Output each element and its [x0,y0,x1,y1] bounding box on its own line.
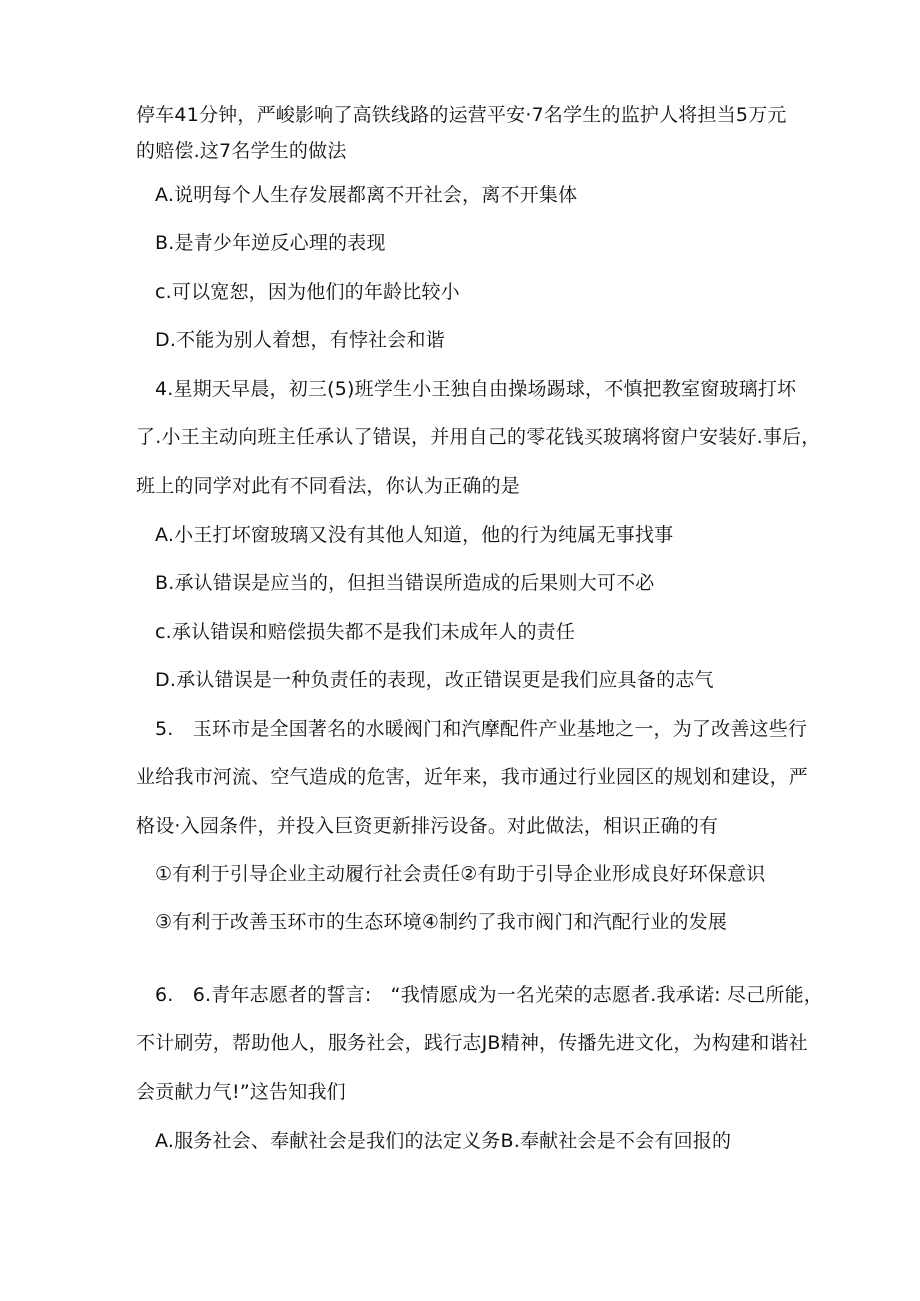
q6-stem-line-1: 6. 6.青年志愿者的誓言: “我情愿成为一名光荣的志愿者.我承诺: 尽己所能， [155,984,823,1006]
q4-stem-line-2: 了.小王主动向班主任承认了错误，并用自己的零花钱买玻璃将窗户安装好.事后， [136,426,821,448]
q5-items-line-2: ③有利于改善玉环市的生态环境④制约了我市阀门和汽配行业的发展 [155,911,728,933]
q6-stem-line-3: 会贡献力气!”这告知我们 [136,1081,346,1103]
q3-option-a: A.说明每个人生存发展都离不开社会，离不开集体 [155,184,578,206]
q5-stem-line-2: 业给我市河流、空气造成的危害，近年来，我市通过行业园区的规划和建设，严 [136,766,809,788]
q4-option-d: D.承认错误是一种负责任的表现，改正错误更是我们应具备的志气 [155,669,714,691]
q4-stem-line-3: 班上的同学对此有不同看法，你认为正确的是 [136,475,521,497]
q5-items-line-1: ①有利于引导企业主动履行社会责任②有助于引导企业形成良好环保意识 [155,863,766,885]
q4-option-b: B.承认错误是应当的，但担当错误所造成的后果则大可不必 [155,572,655,594]
q3-option-c: c.可以宽恕，因为他们的年龄比较小 [155,281,460,303]
q6-stem-line-2: 不计刷劳，帮助他人，服务社会，践行志JB精神，传播先进文化，为构建和谐社 [136,1032,808,1054]
q3-stem-line-1: 停车41分钟，严峻影响了高铁线路的运营平安·7名学生的监护人将担当5万元 [136,104,787,126]
q4-option-a: A.小王打坏窗玻璃又没有其他人知道，他的行为纯属无事找事 [155,524,674,546]
q3-option-b: B.是青少年逆反心理的表现 [155,232,386,254]
q3-option-d: D.不能为别人着想，有悖社会和谐 [155,329,445,351]
q4-stem-line-1: 4.星期天早晨，初三(5)班学生小王独自由操场踢球，不慎把教室窗玻璃打坏 [155,378,797,400]
q6-option-a-b: A.服务社会、奉献社会是我们的法定义务B.奉献社会是不会有回报的 [155,1130,732,1152]
q4-option-c: c.承认错误和赔偿损失都不是我们未成年人的责任 [155,621,576,643]
q5-stem-line-3: 格设·入园条件，并投入巨资更新排污设备。对此做法，相识正确的有 [136,815,719,837]
q5-stem-line-1: 5. 玉环市是全国著名的水暖阀门和汽摩配件产业基地之一，为了改善这些行 [155,718,808,740]
q3-stem-line-2: 的赔偿.这7名学生的做法 [136,140,347,162]
